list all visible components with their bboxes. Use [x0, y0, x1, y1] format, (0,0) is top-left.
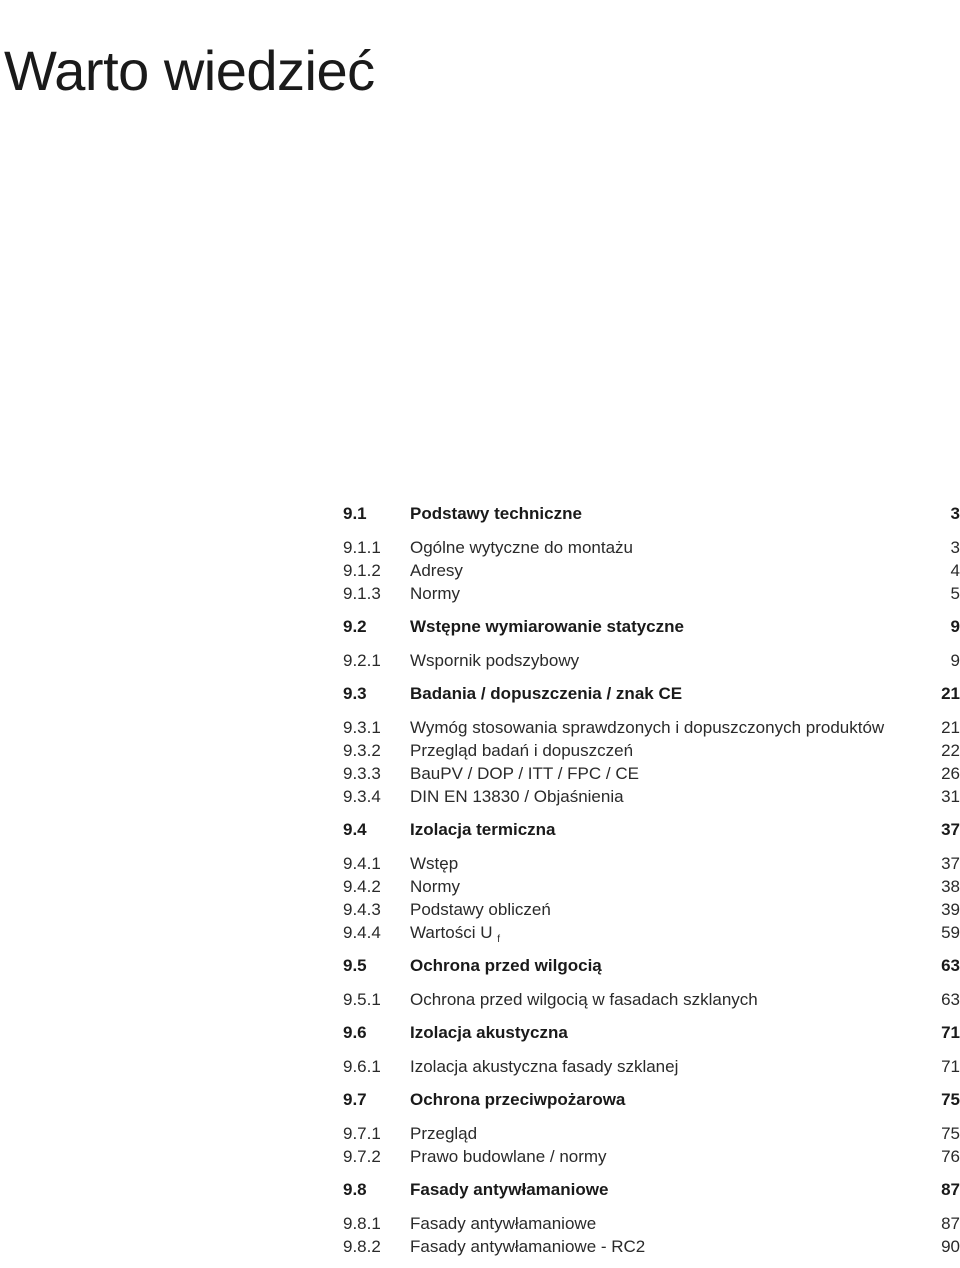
toc-entry-number: 9.1.1 [343, 538, 381, 557]
toc-subsection-entry[interactable] [343, 875, 960, 898]
toc-entry-number: 9.1.2 [343, 561, 381, 580]
toc-entry-title-subscript: f [497, 934, 501, 944]
toc-entry-number: 9.7.2 [343, 1147, 381, 1166]
toc-entry-title [410, 559, 951, 582]
toc-entry-page-number: 71 [941, 1057, 960, 1076]
toc-entry-page-number: 9 [950, 651, 960, 670]
toc-entry-number: 9.3.1 [343, 718, 381, 737]
toc-entry-number: 9.4.1 [343, 854, 381, 873]
toc-chapter-entry[interactable] [343, 818, 960, 842]
toc-entry-page-number: 75 [941, 1090, 960, 1109]
toc-entry-title-text: Ochrona przeciwpożarowa [410, 1090, 626, 1109]
toc-entry-number: 9.7.1 [343, 1124, 381, 1143]
toc-subsection-entry[interactable] [343, 852, 960, 875]
toc-section [343, 818, 960, 944]
toc-entry-title-text: Fasady antywłamaniowe [410, 1214, 597, 1233]
toc-entry-title-text: Normy [410, 584, 461, 603]
toc-entry-title-text: Wartości U [410, 923, 493, 942]
toc-chapter-entry[interactable] [343, 1088, 960, 1112]
toc-entry-number: 9.3.3 [343, 764, 381, 783]
toc-entry-title-text: Izolacja akustyczna [410, 1023, 568, 1042]
toc-entry-title-text: Wstęp [410, 854, 459, 873]
toc-entry-number: 9.1 [343, 504, 367, 523]
toc-entry-title [410, 1145, 941, 1168]
toc-entry-title [410, 785, 941, 808]
toc-entry-page-number: 3 [950, 504, 960, 523]
toc-entry-number: 9.4.4 [343, 923, 381, 942]
toc-entry-title [410, 502, 951, 526]
toc-entry-title [410, 898, 941, 921]
toc-entry-title-text: Ochrona przed wilgocią [410, 956, 602, 975]
toc-section [343, 682, 960, 808]
toc-chapter-entry[interactable] [343, 615, 960, 639]
toc-subsection-entry[interactable] [343, 762, 960, 785]
toc-entry-title [410, 682, 941, 706]
toc-section [343, 615, 960, 672]
toc-entry-title [410, 649, 951, 672]
toc-chapter-entry[interactable] [343, 1178, 960, 1202]
toc-subsection-entry[interactable] [343, 785, 960, 808]
toc-section [343, 954, 960, 1011]
toc-subsection-entry[interactable] [343, 1055, 960, 1078]
toc-entry-number: 9.3.2 [343, 741, 381, 760]
toc-entry-title-text: Wspornik podszybowy [410, 651, 580, 670]
toc-entry-title [410, 954, 941, 978]
toc-entry-number: 9.5.1 [343, 990, 381, 1009]
toc-entry-page-number: 76 [941, 1147, 960, 1166]
toc-section [343, 1088, 960, 1168]
toc-subsection-entry[interactable] [343, 739, 960, 762]
toc-entry-title-text: Adresy [410, 561, 463, 580]
toc-entry-number: 9.8 [343, 1180, 367, 1199]
toc-entry-title [410, 716, 941, 739]
toc-entry-title-text: Prawo budowlane / normy [410, 1147, 607, 1166]
toc-entry-title [410, 1021, 941, 1045]
toc-entry-title-text: Wymóg stosowania sprawdzonych i dopuszczonych produktów [410, 718, 885, 737]
toc-entry-title-text: Izolacja termiczna [410, 820, 556, 839]
toc-entry-page-number: 21 [941, 718, 960, 737]
toc-entry-number: 9.2.1 [343, 651, 381, 670]
toc-entry-page-number: 31 [941, 787, 960, 806]
toc-subsection-entry[interactable] [343, 536, 960, 559]
toc-subsection-entry[interactable] [343, 559, 960, 582]
toc-entry-page-number: 63 [941, 990, 960, 1009]
toc-entry-number: 9.3.4 [343, 787, 381, 806]
toc-entry-page-number: 59 [941, 923, 960, 942]
toc-entry-page-number: 38 [941, 877, 960, 896]
toc-entry-page-number: 37 [941, 854, 960, 873]
toc-section [343, 502, 960, 605]
toc-entry-page-number: 37 [941, 820, 960, 839]
toc-entry-title [410, 1212, 941, 1235]
toc-entry-number: 9.6.1 [343, 1057, 381, 1076]
toc-entry-number: 9.4 [343, 820, 367, 839]
toc-entry-number: 9.3 [343, 684, 367, 703]
toc-subsection-entry[interactable] [343, 716, 960, 739]
toc-subsection-entry[interactable] [343, 1212, 960, 1235]
toc-entry-title [410, 536, 951, 559]
toc-entry-title [410, 1055, 941, 1078]
toc-entry-title-text: Podstawy obliczeń [410, 900, 551, 919]
toc-entry-page-number: 71 [941, 1023, 960, 1042]
toc-entry-title [410, 852, 941, 875]
toc-entry-number: 9.4.2 [343, 877, 381, 896]
toc-entry-page-number: 90 [941, 1237, 960, 1256]
toc-entry-number: 9.5 [343, 956, 367, 975]
toc-chapter-entry[interactable] [343, 682, 960, 706]
toc-subsection-entry[interactable] [343, 988, 960, 1011]
toc-subsection-entry[interactable] [343, 921, 960, 944]
toc-entry-title [410, 875, 941, 898]
toc-entry-title [410, 762, 941, 785]
toc-entry-title [410, 1178, 941, 1202]
toc-entry-number: 9.1.3 [343, 584, 381, 603]
toc-entry-number: 9.6 [343, 1023, 367, 1042]
toc-entry-title [410, 1122, 941, 1145]
toc-entry-title-text: Fasady antywłamaniowe [410, 1180, 609, 1199]
toc-chapter-entry[interactable] [343, 1021, 960, 1045]
toc-entry-title-text: BauPV / DOP / ITT / FPC / CE [410, 764, 639, 783]
toc-entry-page-number: 9 [950, 617, 960, 636]
toc-subsection-entry[interactable] [343, 1235, 960, 1258]
toc-entry-page-number: 39 [941, 900, 960, 919]
toc-entry-page-number: 87 [941, 1180, 960, 1199]
toc-entry-page-number: 26 [941, 764, 960, 783]
toc-entry-number: 9.4.3 [343, 900, 381, 919]
toc-entry-page-number: 3 [950, 538, 960, 557]
toc-entry-title [410, 615, 951, 639]
page-title: Warto wiedzieć [4, 38, 375, 102]
table-of-contents [343, 502, 960, 1268]
toc-subsection-entry[interactable] [343, 1122, 960, 1145]
toc-entry-title [410, 739, 941, 762]
toc-entry-title [410, 1088, 941, 1112]
toc-entry-title-text: Przegląd badań i dopuszczeń [410, 741, 634, 760]
toc-entry-number: 9.8.2 [343, 1237, 381, 1256]
toc-entry-title-text: DIN EN 13830 / Objaśnienia [410, 787, 624, 806]
toc-entry-number: 9.8.1 [343, 1214, 381, 1233]
toc-chapter-entry[interactable] [343, 502, 960, 526]
toc-entry-title-text: Badania / dopuszczenia / znak CE [410, 684, 683, 703]
toc-entry-title-text: Wstępne wymiarowanie statyczne [410, 617, 684, 636]
toc-subsection-entry[interactable] [343, 582, 960, 605]
toc-entry-title-text: Ochrona przed wilgocią w fasadach szklanych [410, 990, 758, 1009]
toc-entry-number: 9.7 [343, 1090, 367, 1109]
toc-entry-page-number: 87 [941, 1214, 960, 1233]
toc-entry-page-number: 21 [941, 684, 960, 703]
toc-entry-title-text: Normy [410, 877, 461, 896]
toc-entry-title [410, 818, 941, 842]
toc-subsection-entry[interactable] [343, 649, 960, 672]
toc-entry-title-text: Izolacja akustyczna fasady szklanej [410, 1057, 679, 1076]
toc-subsection-entry[interactable] [343, 898, 960, 921]
toc-entry-page-number: 4 [950, 561, 960, 580]
toc-entry-title [410, 988, 941, 1011]
toc-entry-title-text: Ogólne wytyczne do montażu [410, 538, 634, 557]
toc-subsection-entry[interactable] [343, 1145, 960, 1168]
toc-entry-title-text: Przegląd [410, 1124, 478, 1143]
toc-entry-page-number: 5 [950, 584, 960, 603]
toc-entry-page-number: 22 [941, 741, 960, 760]
toc-section [343, 1021, 960, 1078]
toc-entry-page-number: 63 [941, 956, 960, 975]
toc-entry-title [410, 582, 951, 605]
toc-section [343, 1178, 960, 1258]
toc-entry-title [410, 921, 941, 944]
toc-entry-title [410, 1235, 941, 1258]
toc-entry-page-number: 75 [941, 1124, 960, 1143]
toc-entry-title-text: Podstawy techniczne [410, 504, 582, 523]
toc-entry-number: 9.2 [343, 617, 367, 636]
toc-chapter-entry[interactable] [343, 954, 960, 978]
toc-entry-title-text: Fasady antywłamaniowe - RC2 [410, 1237, 646, 1256]
